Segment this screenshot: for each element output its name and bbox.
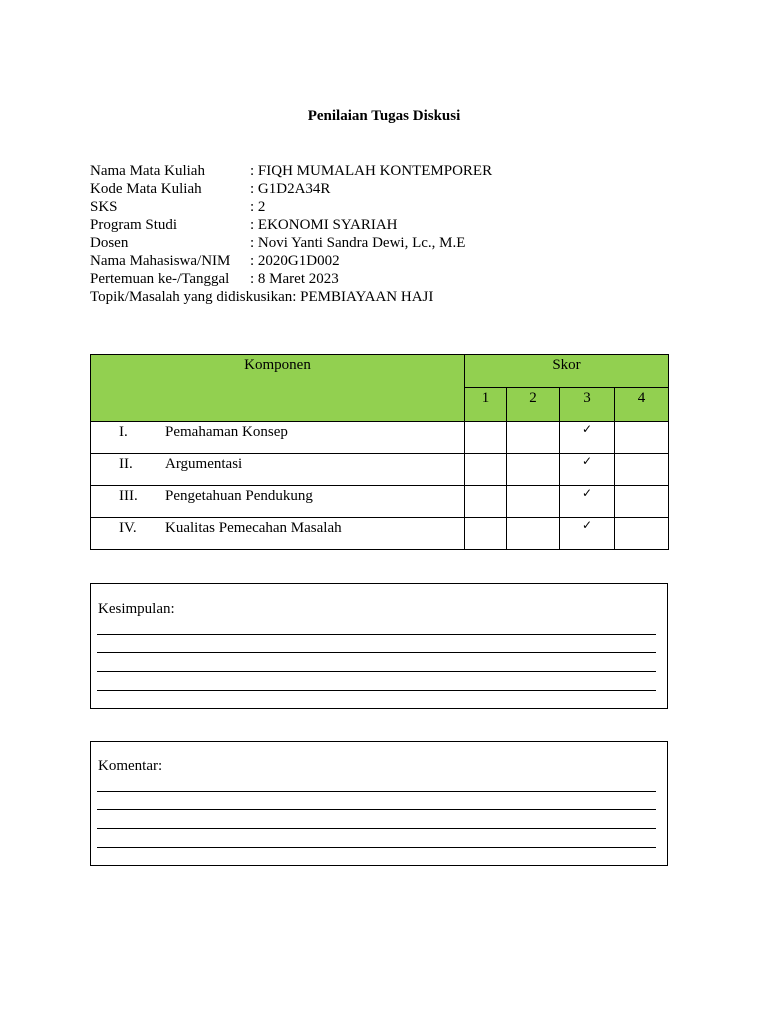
check-icon: ✓ bbox=[581, 454, 593, 468]
criterion-number: I. bbox=[119, 424, 128, 440]
table-header-row bbox=[91, 355, 669, 388]
kesimpulan-box[interactable] bbox=[90, 583, 668, 709]
score-cell[interactable] bbox=[507, 486, 560, 518]
score-cell[interactable] bbox=[615, 486, 669, 518]
info-label: Kode Mata Kuliah bbox=[90, 181, 202, 197]
table-row bbox=[91, 518, 669, 550]
score-cell[interactable] bbox=[465, 422, 507, 454]
info-row-nama-mahasiswa bbox=[90, 252, 492, 270]
info-row-sks bbox=[90, 198, 492, 216]
score-cell[interactable] bbox=[615, 518, 669, 550]
info-row-topik: Topik/Masalah yang didiskusikan: PEMBIAYAAN HAJI bbox=[90, 289, 434, 305]
writing-line bbox=[97, 690, 656, 691]
score-cell[interactable] bbox=[560, 518, 615, 550]
header-skor-label: Skor bbox=[552, 357, 581, 373]
writing-line bbox=[97, 671, 656, 672]
info-value: : FIQH MUMALAH KONTEMPORER bbox=[250, 163, 493, 179]
check-icon: ✓ bbox=[581, 518, 593, 532]
course-info bbox=[90, 162, 492, 306]
criterion-number: IV. bbox=[119, 520, 137, 536]
score-cell[interactable] bbox=[615, 454, 669, 486]
writing-line bbox=[97, 652, 656, 653]
criterion-cell bbox=[91, 486, 465, 518]
info-row-nama-mata-kuliah bbox=[90, 162, 492, 180]
criterion-label: Pemahaman Konsep bbox=[165, 424, 288, 440]
table-row bbox=[91, 422, 669, 454]
info-label: Pertemuan ke-/Tanggal bbox=[90, 271, 230, 287]
score-cell[interactable] bbox=[465, 454, 507, 486]
info-row-kode-mata-kuliah bbox=[90, 180, 492, 198]
info-row-program-studi bbox=[90, 216, 492, 234]
info-row-dosen bbox=[90, 234, 492, 252]
criterion-label: Argumentasi bbox=[165, 456, 243, 472]
header-skor bbox=[465, 355, 669, 388]
score-cell[interactable] bbox=[465, 518, 507, 550]
kesimpulan-label: Kesimpulan: bbox=[98, 601, 175, 617]
info-label: Nama Mahasiswa/NIM bbox=[90, 253, 231, 269]
info-row-pertemuan bbox=[90, 270, 492, 288]
criterion-label: Pengetahuan Pendukung bbox=[165, 488, 313, 504]
info-value: : Novi Yanti Sandra Dewi, Lc., M.E bbox=[250, 235, 466, 251]
page-title: Penilaian Tugas Diskusi bbox=[307, 108, 461, 124]
score-cell[interactable] bbox=[507, 518, 560, 550]
criterion-cell bbox=[91, 454, 465, 486]
table-row bbox=[91, 486, 669, 518]
header-komponen bbox=[91, 355, 465, 422]
info-value: : EKONOMI SYARIAH bbox=[250, 217, 398, 233]
score-cell[interactable] bbox=[560, 486, 615, 518]
info-value: : 2020G1D002 bbox=[250, 253, 340, 269]
info-value: : 8 Maret 2023 bbox=[250, 271, 339, 287]
writing-line bbox=[97, 828, 656, 829]
header-komponen-label: Komponen bbox=[244, 357, 311, 373]
score-level: 4 bbox=[615, 388, 669, 422]
writing-line bbox=[97, 847, 656, 848]
info-label: Dosen bbox=[90, 235, 129, 251]
score-cell[interactable] bbox=[560, 454, 615, 486]
score-cell[interactable] bbox=[507, 422, 560, 454]
writing-line bbox=[97, 791, 656, 792]
info-label: Nama Mata Kuliah bbox=[90, 163, 205, 179]
score-cell[interactable] bbox=[507, 454, 560, 486]
info-label: SKS bbox=[90, 199, 118, 215]
score-level: 1 bbox=[465, 388, 507, 422]
criterion-cell bbox=[91, 518, 465, 550]
check-icon: ✓ bbox=[581, 486, 593, 500]
score-level: 2 bbox=[507, 388, 560, 422]
info-value: : 2 bbox=[250, 199, 266, 215]
criterion-cell bbox=[91, 422, 465, 454]
score-table bbox=[90, 354, 669, 550]
score-cell[interactable] bbox=[560, 422, 615, 454]
writing-line bbox=[97, 634, 656, 635]
info-value: : G1D2A34R bbox=[250, 181, 331, 197]
komentar-label: Komentar: bbox=[98, 758, 163, 774]
writing-line bbox=[97, 809, 656, 810]
score-level: 3 bbox=[560, 388, 615, 422]
criterion-label: Kualitas Pemecahan Masalah bbox=[165, 520, 342, 536]
info-label: Program Studi bbox=[90, 217, 178, 233]
check-icon: ✓ bbox=[581, 422, 593, 436]
score-cell[interactable] bbox=[465, 486, 507, 518]
komentar-box[interactable] bbox=[90, 741, 668, 866]
table-row bbox=[91, 454, 669, 486]
criterion-number: III. bbox=[119, 488, 138, 504]
criterion-number: II. bbox=[119, 456, 133, 472]
score-cell[interactable] bbox=[615, 422, 669, 454]
